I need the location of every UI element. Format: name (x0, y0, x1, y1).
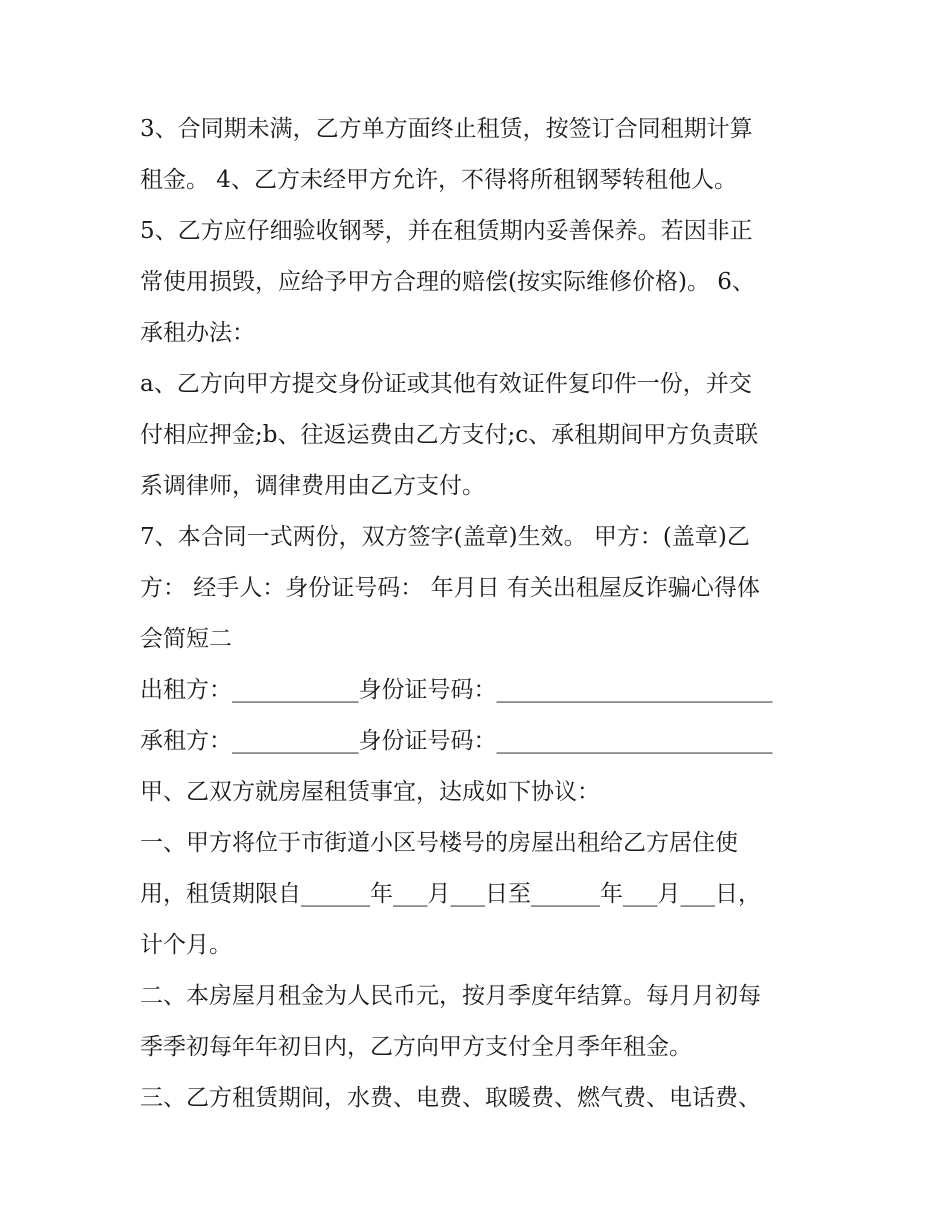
paragraph-line: a、乙方向甲方提交身份证或其他有效证件复印件一份，并交 (140, 371, 752, 397)
paragraph-line: 租金。 4、乙方未经甲方允许，不得将所租钢琴转租他人。 (140, 167, 737, 193)
paragraph-line: 常使用损毁，应给予甲方合理的赔偿(按实际维修价格)。 6、 (140, 269, 755, 295)
lessor-signature-line: 出租方：___________身份证号码：________________________ (140, 677, 773, 703)
paragraph-line: 付相应押金;b、往返运费由乙方支付;c、承租期间甲方负责联 (140, 422, 759, 448)
paragraph-line: 季季初每年年初日内，乙方向甲方支付全月季年租金。 (140, 1034, 692, 1060)
lessee-signature-line: 承租方：___________身份证号码：________________________ (140, 728, 773, 754)
paragraph-line: 方： 经手人：身份证号码： 年月日 有关出租屋反诈骗心得体 (140, 575, 760, 601)
document-body (140, 104, 820, 1124)
lease-term-line: 用，租赁期限自______年___月___日至______年___月___日， (140, 881, 761, 907)
paragraph-line: 甲、乙双方就房屋租赁事宜，达成如下协议： (140, 779, 600, 805)
paragraph-line: 二、本房屋月租金为人民币元，按月季度年结算。每月月初每 (140, 983, 761, 1009)
paragraph-line: 计个月。 (140, 932, 232, 958)
paragraph-line: 会简短二 (140, 626, 232, 652)
paragraph-line: 5、乙方应仔细验收钢琴，并在租赁期内妥善保养。若因非正 (140, 218, 753, 244)
paragraph-line: 7、本合同一式两份，双方签字(盖章)生效。 甲方：(盖章)乙 (140, 524, 750, 550)
paragraph-line: 一、甲方将位于市街道小区号楼号的房屋出租给乙方居住使 (140, 830, 738, 856)
paragraph-line: 承租办法： (140, 320, 255, 346)
paragraph-line: 系调律师，调律费用由乙方支付。 (140, 473, 485, 499)
paragraph-line: 三、乙方租赁期间，水费、电费、取暖费、燃气费、电话费、 (140, 1085, 761, 1111)
paragraph-line: 3、合同期未满，乙方单方面终止租赁，按签订合同租期计算 (140, 116, 753, 142)
